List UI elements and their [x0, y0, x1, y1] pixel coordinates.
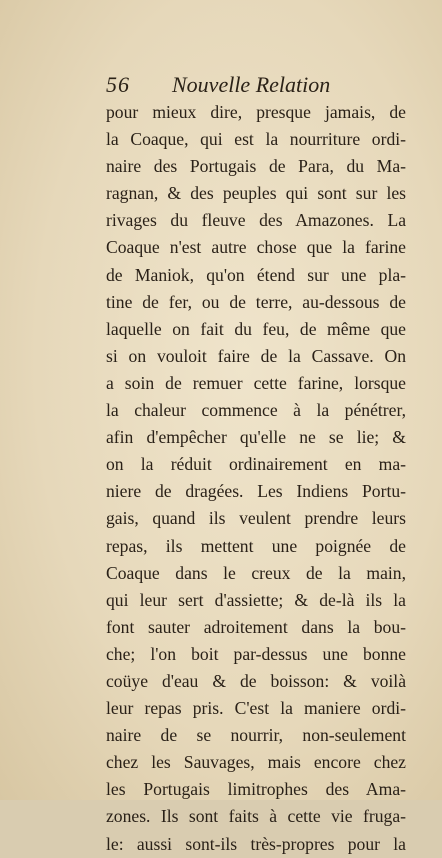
text-line: le: aussi sont-ils très-propres pour la [106, 833, 406, 854]
text-line: repas, ils mettent une poignée de [106, 535, 406, 556]
page-number: 56 [106, 72, 130, 97]
text-line: afin d'empêcher qu'elle ne se lie; & [106, 427, 406, 448]
text-line: gais, quand ils veulent prendre leurs [106, 508, 406, 529]
text-line: coüye d'eau & de boisson: & voilà [106, 670, 406, 691]
text-line: de Maniok, qu'on étend sur une pla- [106, 264, 406, 285]
text-line: pour mieux dire, presque jamais, de [106, 102, 406, 122]
body-text [106, 99, 406, 858]
text-line: on la réduit ordinairement en ma- [106, 454, 406, 475]
text-line: naire de se nourrir, non-seulement [106, 725, 406, 746]
text-line: qui leur sert d'assiette; & de-là ils la [106, 589, 406, 610]
text-line: ragnan, & des peuples qui sont sur les [106, 183, 406, 204]
text-line: les Portugais limitrophes des Ama- [106, 779, 406, 800]
text-line: font sauter adroitement dans la bou- [106, 616, 406, 637]
text-line: a soin de remuer cette farine, lorsque [106, 372, 406, 393]
text-line: tine de fer, ou de terre, au-dessous de [106, 291, 406, 312]
text-line: laquelle on fait du feu, de même que [106, 318, 406, 339]
text-line: naire des Portugais de Para, du Ma- [106, 156, 406, 177]
text-line: Coaque n'est autre chose que la farine [106, 237, 406, 258]
page-header [106, 72, 406, 102]
text-line: rivages du fleuve des Amazones. La [106, 210, 406, 231]
text-line: leur repas pris. C'est la maniere ordi- [106, 698, 406, 719]
running-head: Nouvelle Relation [172, 72, 331, 97]
text-line: la Coaque, qui est la nourriture ordi- [106, 129, 406, 150]
text-line: la chaleur commence à la pénétrer, [106, 400, 406, 421]
text-line: niere de dragées. Les Indiens Portu- [106, 481, 406, 502]
text-line: chez les Sauvages, mais encore chez [106, 752, 406, 773]
text-line: zones. Ils sont faits à cette vie fruga- [106, 806, 406, 827]
text-line: Coaque dans le creux de la main, [106, 562, 406, 583]
text-line: che; l'on boit par-dessus une bonne [106, 643, 406, 664]
text-line: si on vouloit faire de la Cassave. On [106, 345, 406, 366]
